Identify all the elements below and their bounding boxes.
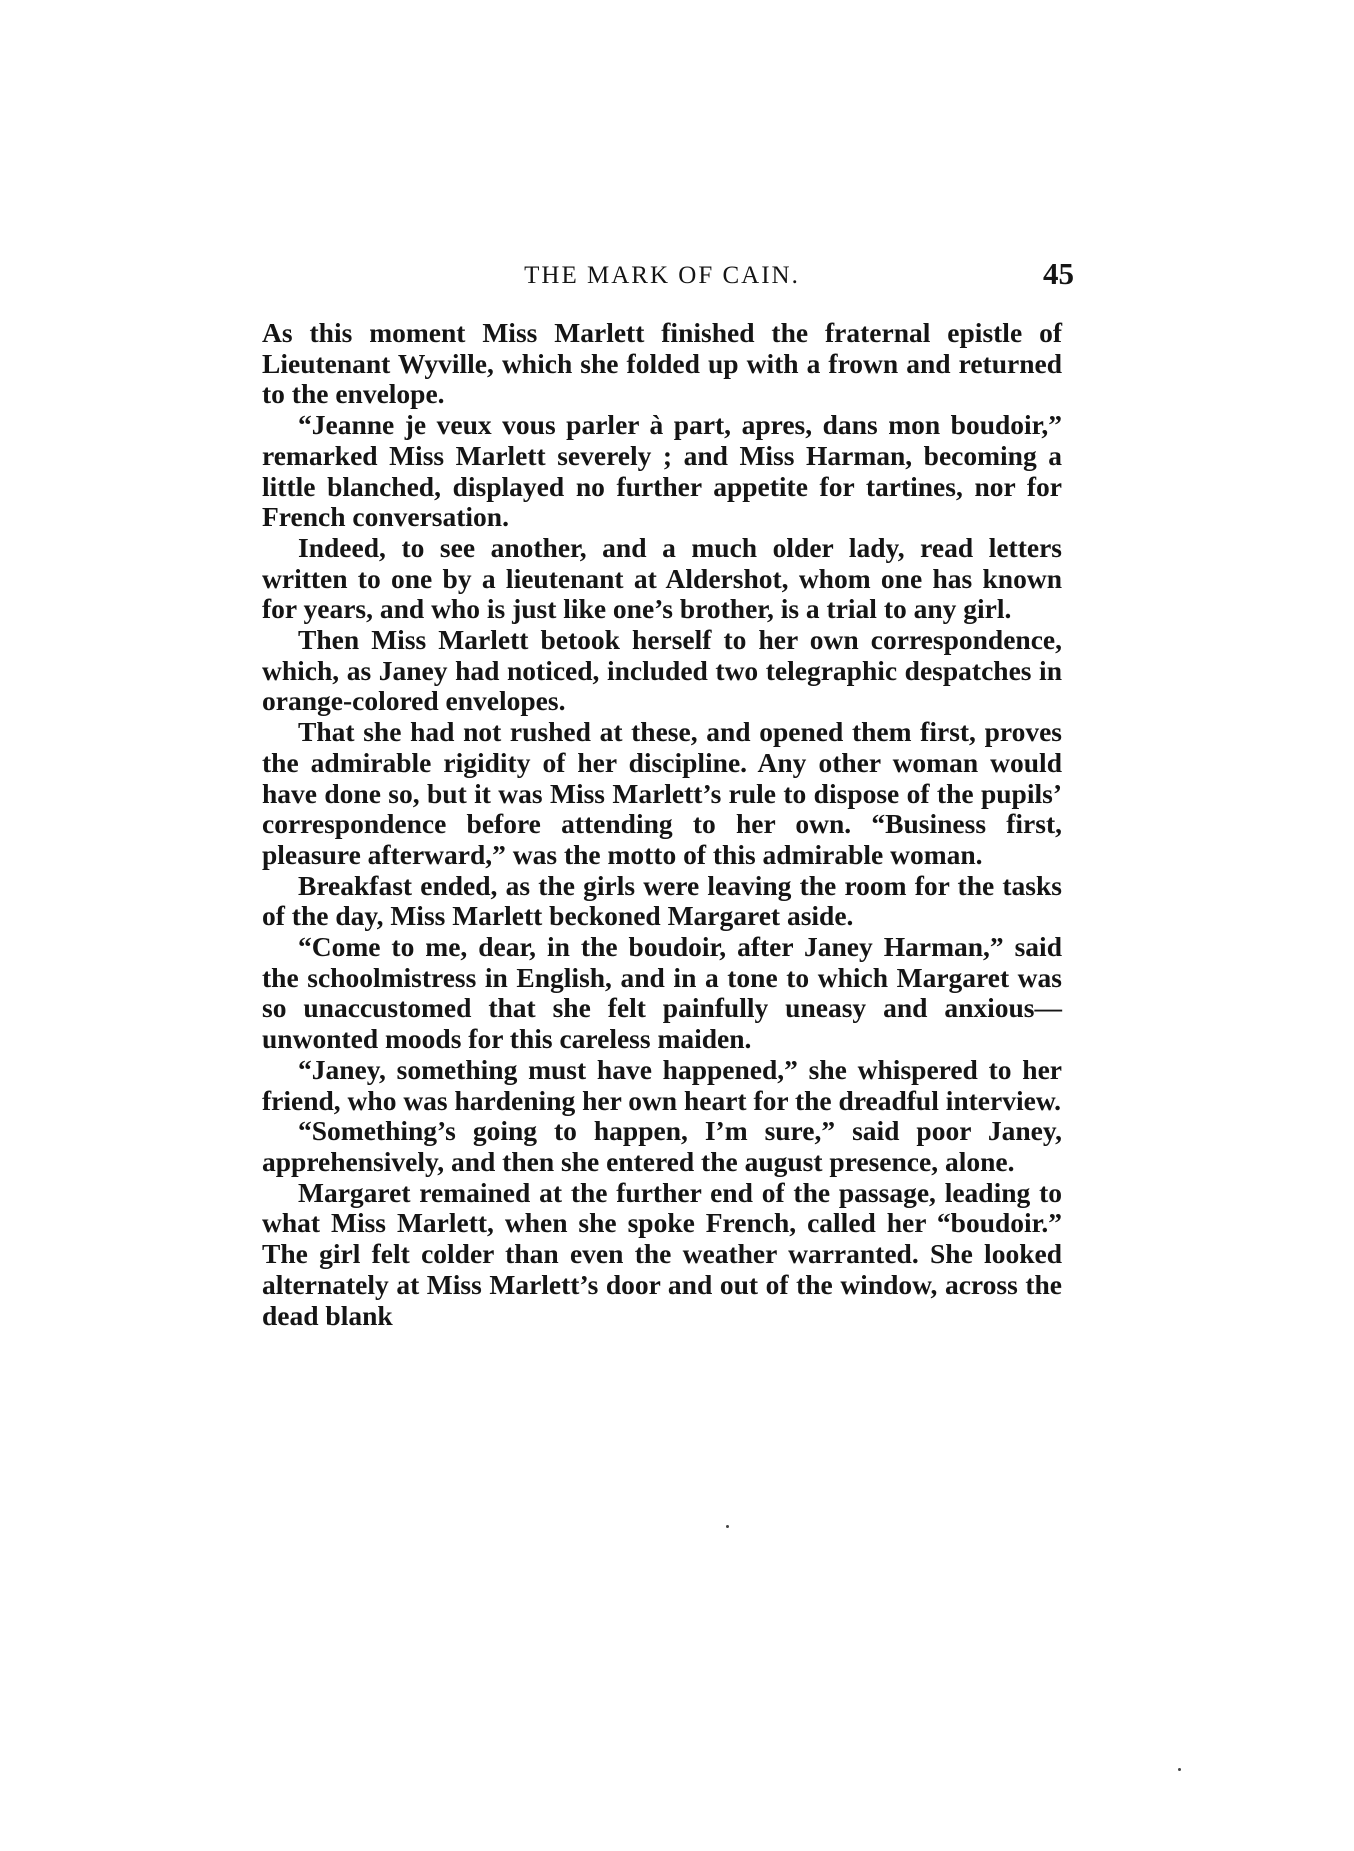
paragraph: “Something’s going to happen, I’m sure,” said poor Janey, apprehensively, and then she entered the august presence, alone. [262, 1115, 1062, 1177]
paper-speck [1178, 1768, 1181, 1771]
page-number: 45 [1043, 256, 1074, 291]
paragraph: Then Miss Marlett betook herself to her own correspondence, which, as Janey had noticed, included two telegraphic despatches in orange-colored envelopes. [262, 624, 1062, 717]
running-title: THE MARK OF CAIN. [524, 262, 800, 289]
paragraph: “Janey, something must have happened,” she whispered to her friend, who was hardening her own heart for the dreadful interview. [262, 1053, 1062, 1116]
paragraph: As this moment Miss Marlett finished the fraternal epistle of Lieutenant Wyville, which she folded up with a frown and returned to the envelope. [262, 317, 1062, 410]
paragraph: Indeed, to see another, and a much older lady, read letters written to one by a lieutenant at Aldershot, whom one has known for years, and who is just like one’s brother, is a trial to any girl. [262, 531, 1062, 625]
paragraph: That she had not rushed at these, and opened them first, proves the admirable rigidity of her discipline. Any other woman would have done so, but it was Miss Marlett’s rule to dispose of the pupils’ correspondence before attending to her own. “Business first, pleasure afterward,” was the motto of this admirable woman. [262, 716, 1062, 870]
paper-speck [726, 1525, 729, 1528]
paragraph: “Jeanne je veux vous parler à part, apres, dans mon boudoir,” remarked Miss Marlett severely ; and Miss Harman, becoming a little blanched, displayed no further appetite for tartines, nor for French conversation. [262, 409, 1062, 533]
paragraph: “Come to me, dear, in the boudoir, after Janey Harman,” said the schoolmistress in English, and in a tone to which Margaret was so unaccustomed that she felt painfully uneasy and anxious—unwonted moods for this careless maiden. [262, 931, 1062, 1055]
paragraph: Margaret remained at the further end of the passage, leading to what Miss Marlett, when she spoke French, called her “boudoir.” The girl felt colder than even the weather warranted. She looked alternately at Miss Marlett’s door and out of the window, across the dead blank [262, 1176, 1062, 1331]
body-text [262, 318, 1062, 1331]
page-header [262, 256, 1074, 302]
paragraph: Breakfast ended, as the girls were leaving the room for the tasks of the day, Miss Marlett beckoned Margaret aside. [262, 869, 1062, 932]
